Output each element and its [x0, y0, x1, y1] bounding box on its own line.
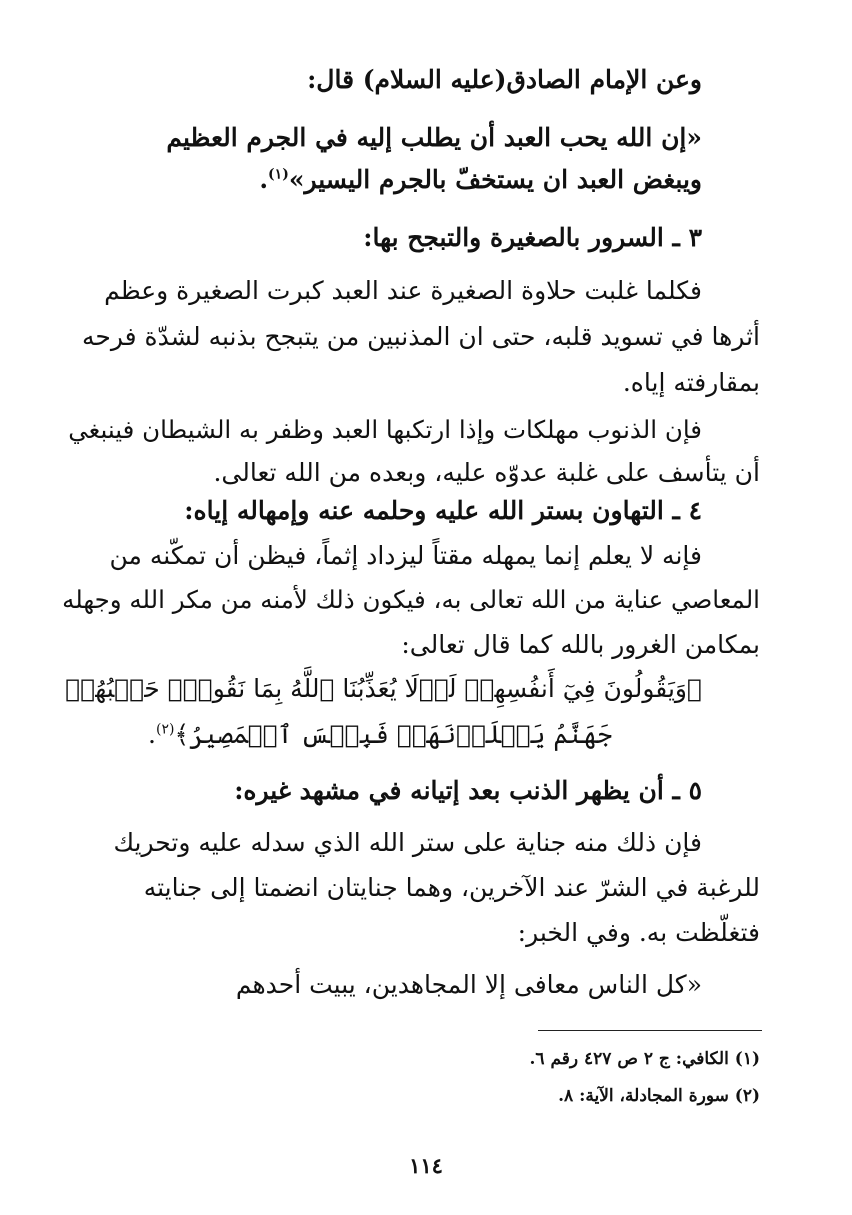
para2-line-1: فإن الذنوب مهلكات وإذا ارتكبها العبد وظفر به الشيطان فينبغي [68, 415, 702, 444]
footnote-divider [538, 1030, 762, 1031]
quran-line-1: ﴿وَيَقُولُونَ فِيٓ أَنفُسِهِمۡ لَوۡلَا يُعَذِّبُنَا ٱللَّهُ بِمَا نَقُولُۚ حَسۡبُهُمۡ [65, 674, 702, 703]
intro-line: وعن الإمام الصادق(عليه السلام) قال: [307, 65, 702, 94]
hadith-line-2-text: ويبغض العبد ان يستخفّ بالجرم اليسير» [288, 165, 702, 194]
heading-3: ٣ ـ السرور بالصغيرة والتبجح بها: [363, 223, 702, 252]
heading-4: ٤ ـ التهاون بستر الله عليه وحلمه عنه وإمهاله إياه: [184, 496, 702, 525]
footnote-2: (٢) سورة المجادلة، الآية: ٨. [558, 1086, 760, 1106]
heading-5: ٥ ـ أن يظهر الذنب بعد إتيانه في مشهد غيره: [234, 776, 702, 805]
para3-line-2: المعاصي عناية من الله تعالى به، فيكون ذلك لأمنه من مكر الله وجهله [62, 585, 760, 614]
para4-line-1: فإن ذلك منه جناية على ستر الله الذي سدله عليه وتحريك [113, 828, 702, 857]
para1-line-3: بمقارفته إياه. [622, 368, 760, 397]
para2-line-2: أن يتأسف على غلبة عدوّه عليه، وبعده من الله تعالى. [213, 458, 760, 487]
footnote-ref-1: (١) [268, 166, 289, 183]
footnote-1: (١) الكافي: ج ٢ ص ٤٢٧ رقم ٦. [529, 1049, 760, 1069]
quran-line-2-text: جَهَنَّمُ يَصۡلَوۡنَهَاۖ فَبِئۡسَ ٱلۡمَصِيرُ﴾ [174, 720, 612, 749]
para4-line-2: للرغبة في الشرّ عند الآخرين، وهما جنايتان انضمتا إلى جنايته [143, 873, 760, 902]
para3-line-1: فإنه لا يعلم إنما يمهله مقتاً ليزداد إثماً، فيظن أن تمكّنه من [109, 541, 702, 570]
para3-line-3: بمكامن الغرور بالله كما قال تعالى: [401, 630, 760, 659]
para5-line-1: «كل الناس معافى إلا المجاهدين، يبيت أحدهم [235, 970, 702, 999]
quran-line-2-tail: . [148, 720, 156, 749]
page-number: ١١٤ [409, 1153, 443, 1178]
para1-line-1: فكلما غلبت حلاوة الصغيرة عند العبد كبرت الصغيرة وعظم [104, 276, 702, 305]
hadith-line-2-tail: . [259, 165, 269, 194]
quran-line-2 [148, 718, 612, 752]
para4-line-3: فتغلّظت به. وفي الخبر: [517, 918, 760, 947]
hadith-line-1: «إن الله يحب العبد أن يطلب إليه في الجرم العظيم [166, 123, 702, 152]
para1-line-2: أثرها في تسويد قلبه، حتى ان المذنبين من يتبجح بذنبه لشدّة فرحه [81, 322, 760, 351]
footnote-ref-2: (٢) [155, 721, 175, 738]
hadith-line-2 [259, 163, 702, 197]
